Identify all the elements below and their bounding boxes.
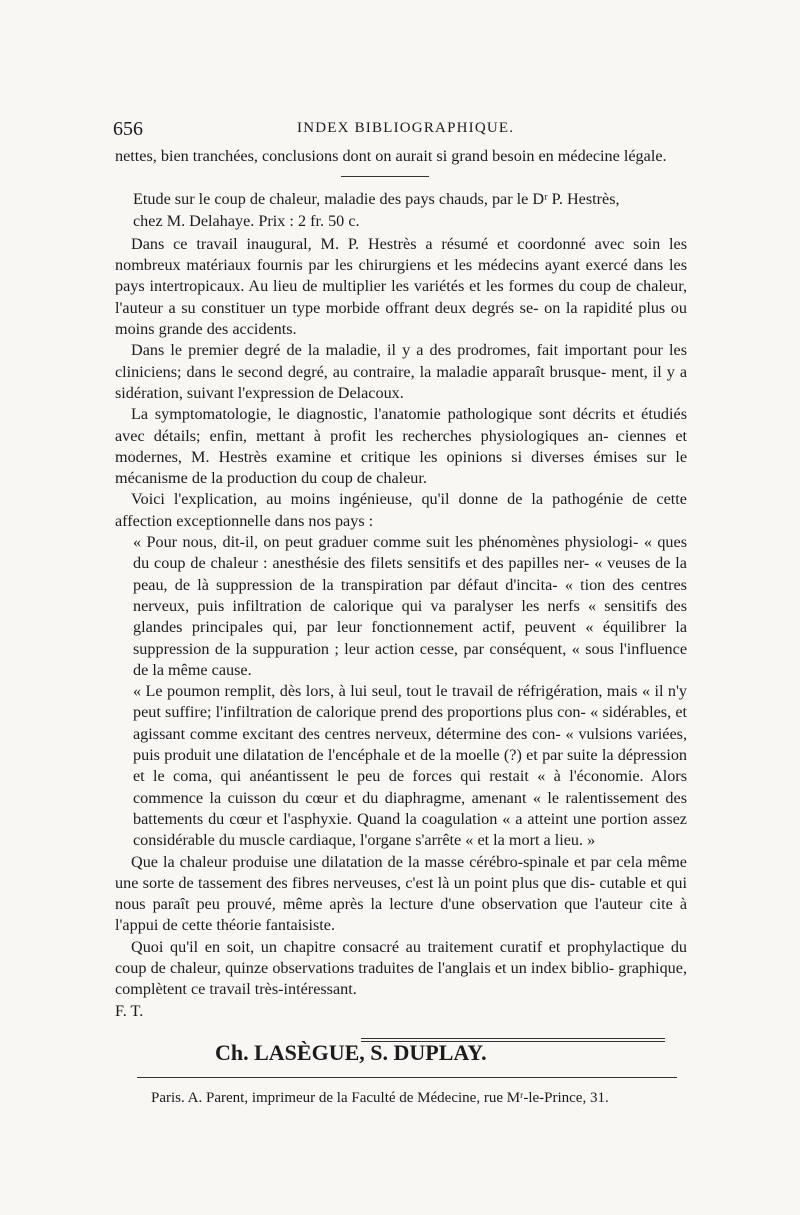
review-signature: F. T. [115, 1001, 144, 1020]
page-header [113, 118, 688, 140]
editors-signature: Ch. LASÈGUE, S. DUPLAY. [215, 1039, 487, 1065]
review-paragraph: Dans le premier degré de la maladie, il y a des prodromes, fait important pour les cliniciens; dans le second degré, au contraire, la maladie apparaît brusque- ment, il y a sidération, suivant l'expression de Delacoux. [115, 341, 688, 402]
review-paragraph: Que la chaleur produise une dilatation de la masse cérébro-spinale et par cela même une sorte de tassement des fibres nerveuses, c'est là un point plus que dis- cutable et qui nous paraît peu prouvé, même après la lecture d'une observation que l'auteur cite à l'appui de cette théorie fantaisiste. [115, 852, 688, 935]
page-body [115, 146, 687, 1109]
separator [341, 176, 429, 177]
quote-paragraph: « Pour nous, dit-il, on peut graduer comme suit les phénomènes physiologi- « ques du coup de chaleur : anesthésie des filets sensitifs et des papilles ner- « veuses de la peau, de là suppression de la transpiration par défaut d'incita- « tion des centres nerveux, puis infiltration de calorique qui va paralyser les nerfs « sensitifs des glandes principales qui, par leur fonctionnement actif, peuvent « équilibrer la suppression de la suppuration ; leur action cesse, par conséquent, « sous l'influence de la même cause. [133, 533, 688, 679]
printer-imprint: Paris. A. Parent, imprimeur de la Faculté de Médecine, rue Mʳ-le-Prince, 31. [151, 1090, 609, 1107]
review-paragraph: La symptomatologie, le diagnostic, l'anatomie pathologique sont décrits et étudiés avec détails; enfin, mettant à profit les recherches physiologiques an- ciennes et modernes, M. Hestrès examine et critique les opinions si diverses émises sur le mécanisme de la production du coup de chaleur. [115, 405, 688, 488]
review-paragraph: Voici l'explication, au moins ingénieuse, qu'il donne de la pathogénie de cette affection exceptionnelle dans nos pays : [115, 490, 687, 530]
prev-paragraph: nettes, bien tranchées, conclusions dont on aurait si grand besoin en médecine légale. [115, 147, 667, 165]
separator [361, 1038, 665, 1039]
page-number: 656 [113, 118, 143, 140]
separator [137, 1077, 677, 1078]
review-title: Etude sur le coup de chaleur, maladie des pays chauds, par le Dʳ P. Hestrès, chez M. Delahaye. Prix : 2 fr. 50 c. [133, 190, 620, 230]
quote-paragraph: « Le poumon remplit, dès lors, à lui seul, tout le travail de réfrigération, mais « il n'y peut suffire; l'infiltration de calorique prend des proportions plus con- « sidérables, et agissant comme excitant des centres nerveux, détermine des con- « vulsions variées, puis produit une dilatation de l'encéphale et de la moelle (?) et par suite la dépression et le coma, qui anéantissent le peu de forces qui restait « à l'économie. Alors commence la cuisson du cœur et du diaphragme, amenant « le ralentissement des battements du cœur et l'asphyxie. Quand la coagulation « a atteint une portion assez considérable du muscle cardiaque, l'organe s'arrête « et la mort a lieu. » [133, 682, 688, 850]
running-title: INDEX BIBLIOGRAPHIQUE. [297, 120, 515, 136]
review-paragraph: Dans ce travail inaugural, M. P. Hestrès a résumé et coordonné avec soin les nombreux matériaux fournis par les chirurgiens et les médecins ayant exercé dans les pays intertropicaux. Au lieu de multiplier les variétés et les formes du coup de chaleur, l'auteur a su constituer un type morbide offrant deux degrés se- on la rapidité plus ou moins grande des accidents. [115, 234, 688, 339]
review-paragraph: Quoi qu'il en soit, un chapitre consacré au traitement curatif et prophylactique du coup de chaleur, quinze observations traduites de l'anglais et un index biblio- graphique, complètent ce travail très-intéressant. [115, 937, 688, 999]
